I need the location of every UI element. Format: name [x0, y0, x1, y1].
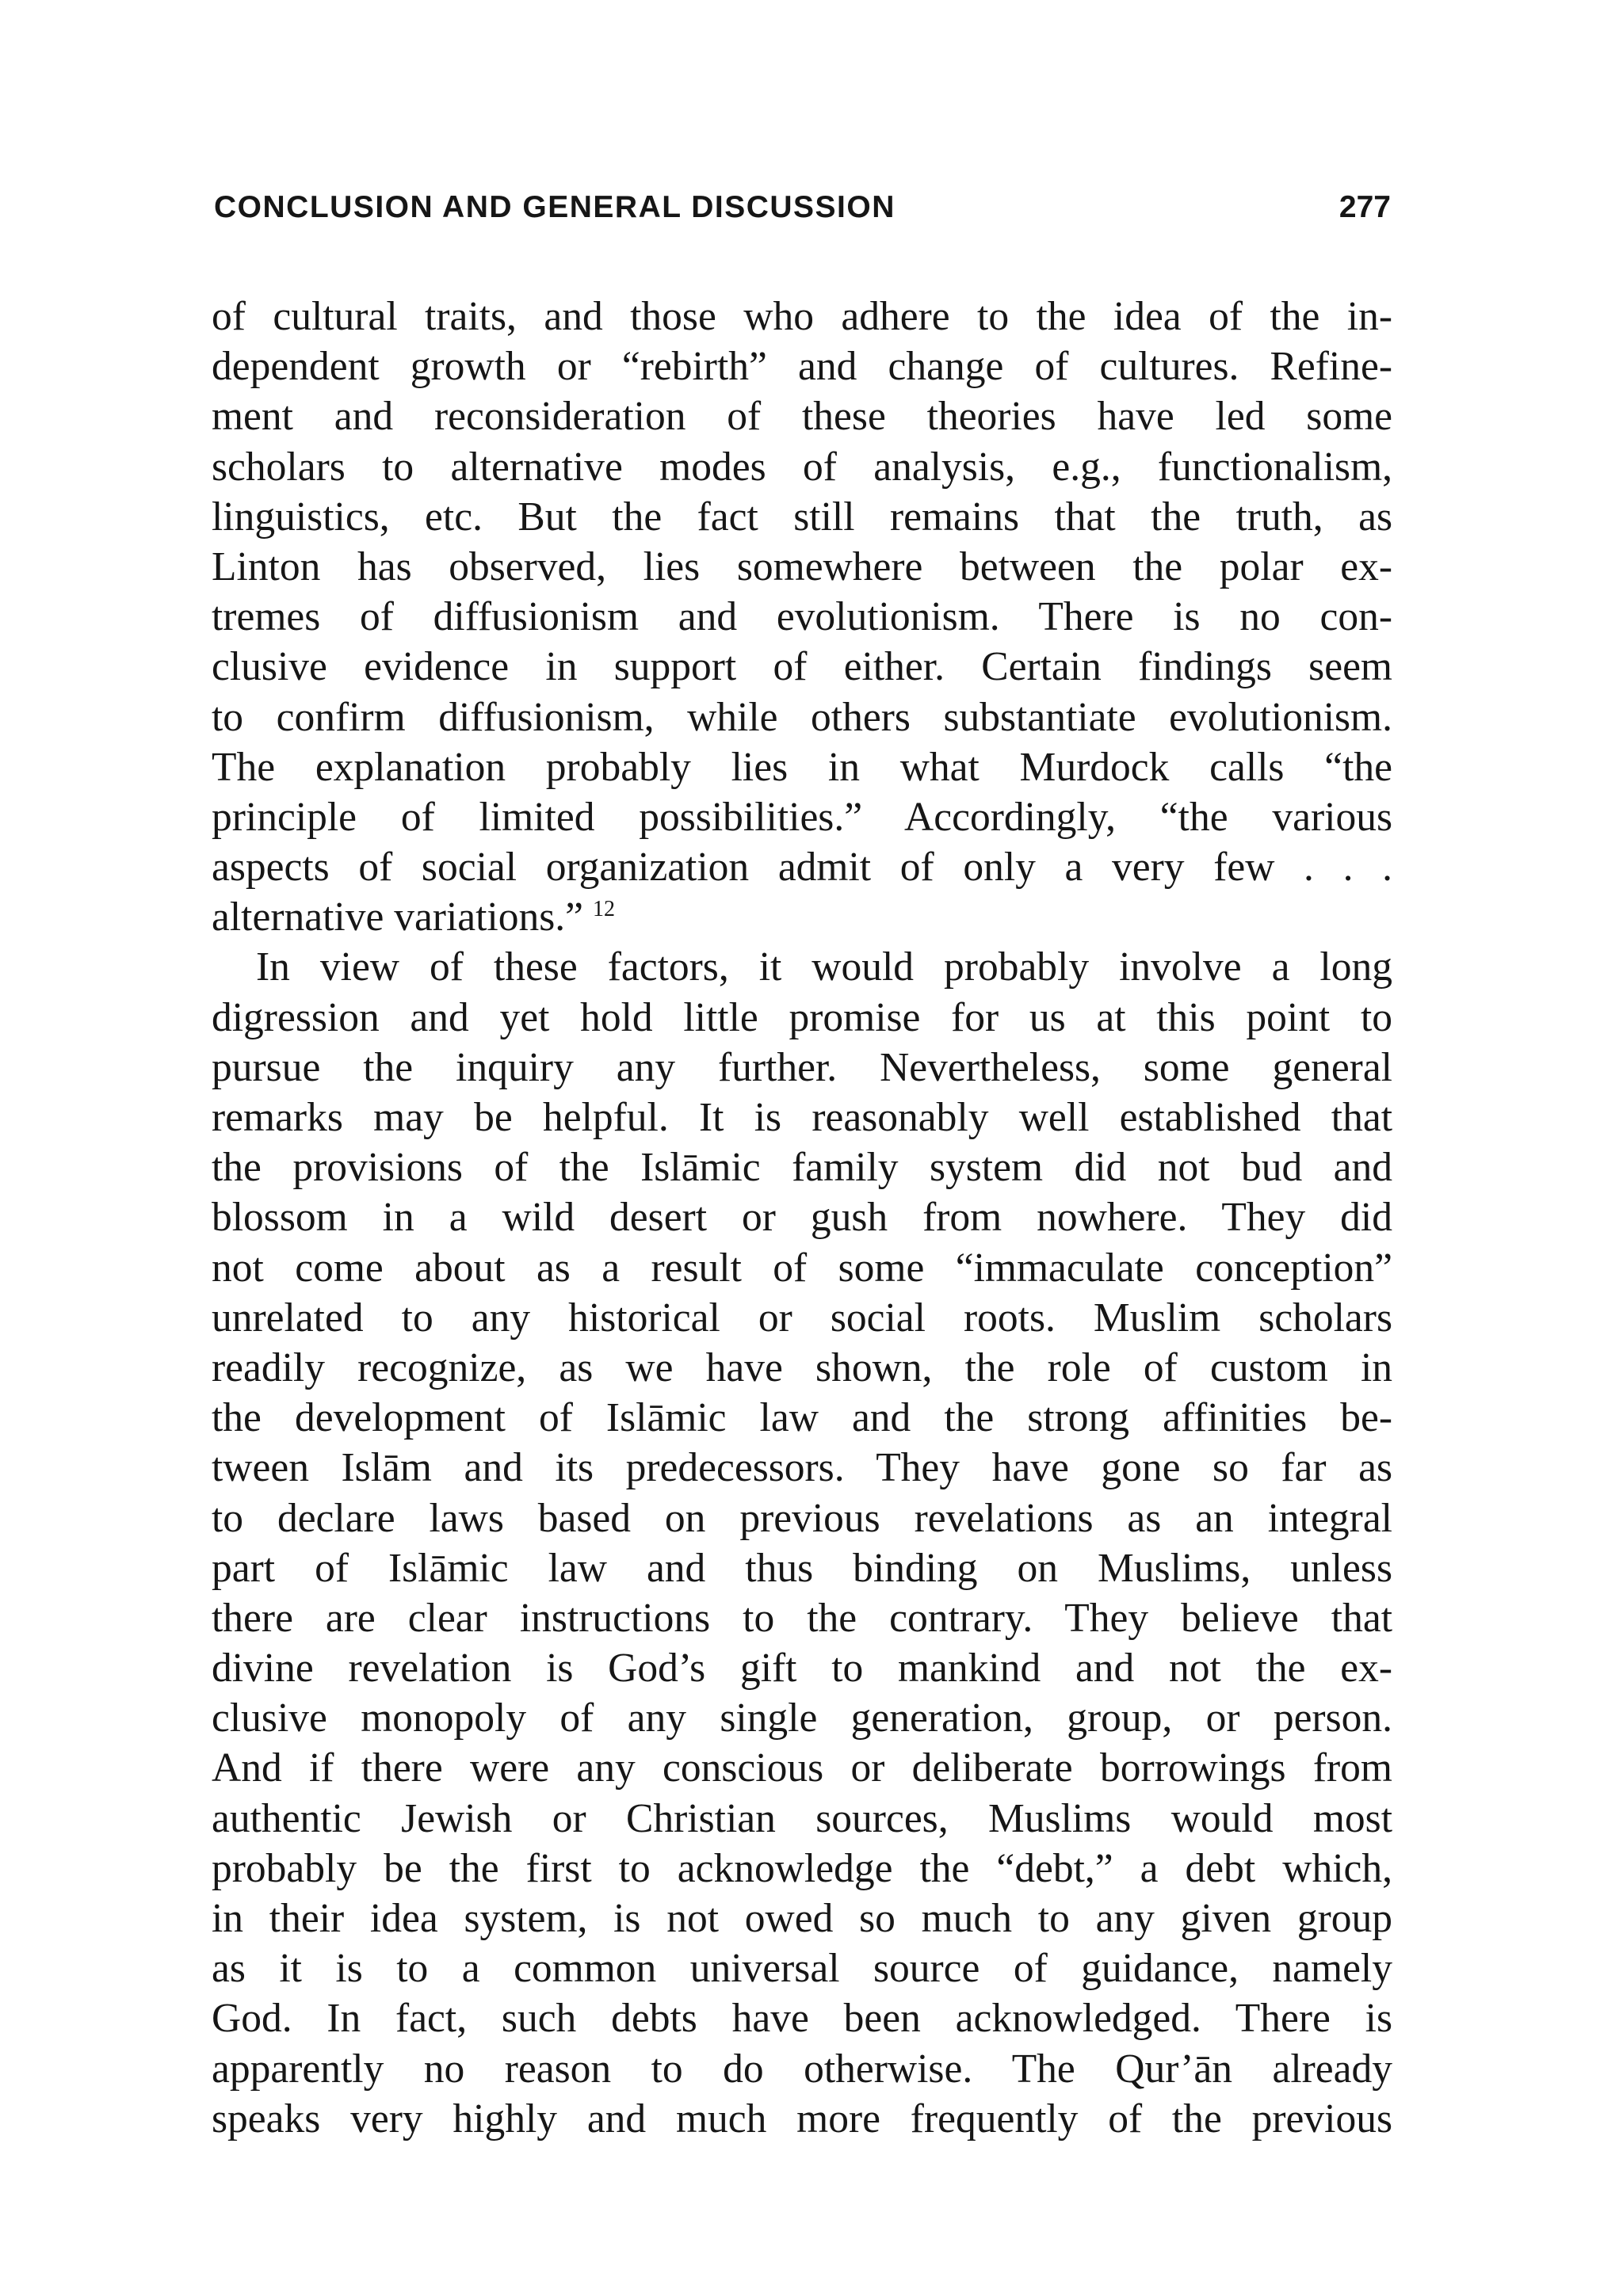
text-line: dependent growth or “rebirth” and change of cultures. Refine-	[212, 344, 1392, 390]
text-line: the provisions of the Islāmic family system did not bud and	[212, 1145, 1392, 1191]
text-line: God. In fact, such debts have been acknowledged. There is	[212, 1996, 1392, 2042]
text-line: digression and yet hold little promise for us at this point to	[212, 994, 1392, 1040]
text-line: clusive monopoly of any single generation, group, or person.	[212, 1695, 1392, 1741]
text-line: tremes of diffusionism and evolutionism. There is no con-	[212, 594, 1392, 640]
text-line: linguistics, etc. But the fact still remains that the truth, as	[212, 494, 1392, 540]
running-head	[214, 190, 1391, 238]
body-text	[212, 292, 1392, 2144]
footnote-reference[interactable]: 12	[593, 897, 616, 922]
text-line: scholars to alternative modes of analysis, e.g., functionalism,	[212, 444, 1392, 490]
paragraph	[212, 942, 1392, 2144]
page-number: 277	[1338, 190, 1391, 224]
text-line: In view of these factors, it would probably involve a long	[256, 944, 1392, 990]
text-line: The explanation probably lies in what Murdock calls “the	[212, 744, 1392, 790]
text-line: unrelated to any historical or social roots. Muslim scholars	[212, 1295, 1392, 1341]
text-line: blossom in a wild desert or gush from nowhere. They did	[212, 1195, 1392, 1241]
text-line: tween Islām and its predecessors. They have gone so far as	[212, 1445, 1392, 1491]
text-line: ment and reconsideration of these theories have led some	[212, 394, 1392, 440]
text-line: as it is to a common universal source of guidance, namely	[212, 1946, 1392, 1992]
text-line: readily recognize, as we have shown, the role of custom in	[212, 1344, 1392, 1390]
text-line: divine revelation is God’s gift to mankind and not the ex-	[212, 1646, 1392, 1691]
text-line: the development of Islāmic law and the strong affinities be-	[212, 1395, 1392, 1441]
text-line: speaks very highly and much more frequently of the previous	[212, 2096, 1392, 2142]
text-line: probably be the first to acknowledge the “debt,” a debt which,	[212, 1845, 1392, 1891]
text-line: authentic Jewish or Christian sources, Muslims would most	[212, 1795, 1392, 1841]
text-line: Linton has observed, lies somewhere between the polar ex-	[212, 543, 1392, 589]
text-line: there are clear instructions to the contrary. They believe that	[212, 1595, 1392, 1641]
text-line: alternative variations.” $^{12}$	[212, 894, 616, 940]
text-line: principle of limited possibilities.” Accordingly, “the various	[212, 794, 1392, 840]
text-line: part of Islāmic law and thus binding on Muslims, unless	[212, 1545, 1392, 1591]
text-line: not come about as a result of some “immaculate conception”	[212, 1245, 1392, 1291]
text-line: aspects of social organization admit of only a very few . . .	[212, 845, 1392, 891]
text-line: remarks may be helpful. It is reasonably well established that	[212, 1095, 1392, 1140]
text-line: And if there were any conscious or deliberate borrowings from	[212, 1745, 1392, 1791]
text-line: apparently no reason to do otherwise. The Qur’ān already	[212, 2046, 1392, 2092]
text-line: to declare laws based on previous revelations as an integral	[212, 1495, 1392, 1541]
paragraph	[212, 292, 1392, 942]
text-line: clusive evidence in support of either. Certain findings seem	[212, 644, 1392, 690]
running-head-title: CONCLUSION AND GENERAL DISCUSSION	[214, 190, 896, 224]
text-line: to confirm diffusionism, while others substantiate evolutionism.	[212, 694, 1392, 740]
text-line: of cultural traits, and those who adhere to the idea of the in-	[212, 294, 1392, 339]
text-line: in their idea system, is not owed so much to any given group	[212, 1896, 1392, 1941]
text-line: pursue the inquiry any further. Nevertheless, some general	[212, 1044, 1392, 1090]
